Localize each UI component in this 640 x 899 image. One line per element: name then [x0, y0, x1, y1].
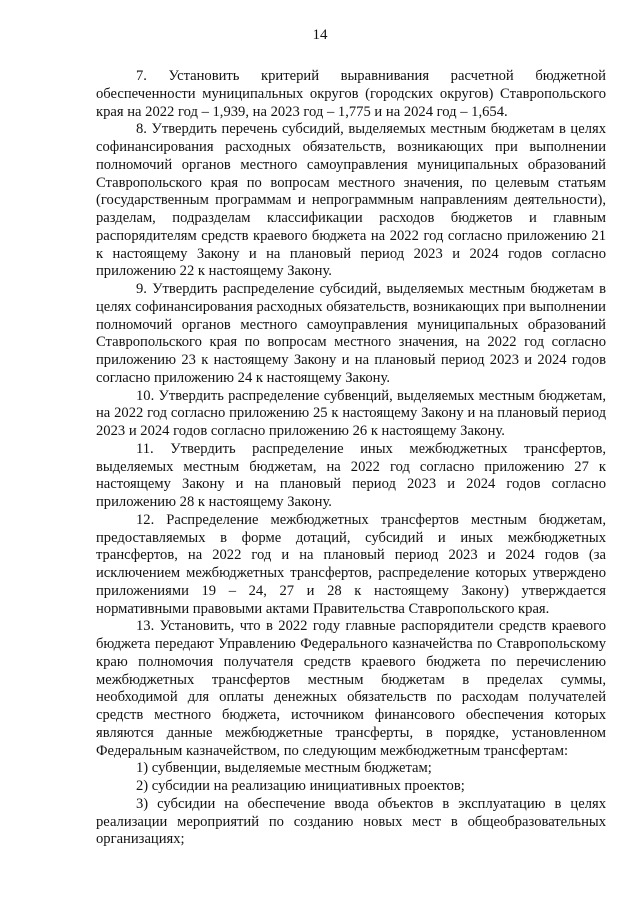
list-item: 2) субсидии на реализацию инициативных проектов; [136, 778, 465, 794]
list-item: 3) субсидии на обеспечение ввода объектов в эксплуатацию в целях реализации мероприятий по созданию новых мест в общеобразовательных организациях; [96, 795, 606, 848]
list-item: 1) субвенции, выделяемые местным бюджетам; [136, 760, 432, 777]
paragraph-11: 11. Утвердить распределение иных межбюджетных трансфертов, выделяемых местным бюджетам, на 2022 год согласно приложению 27 к настоящему Закону и на плановый период 2023 и 2024 годов согласно приложению 28 к настоящему Закону. [96, 440, 606, 510]
paragraph-7: 7. Установить критерий выравнивания расчетной бюджетной обеспеченности муниципальных округов (городских округов) Ставропольского края на 2022 год – 1,939, на 2023 год – 1,775 и на 2024 год – 1,654. [96, 68, 606, 120]
paragraph-8: 8. Утвердить перечень субсидий, выделяемых местным бюджетам в целях софинансирования расходных обязательств, возникающих при выполнении полномочий органов местного самоуправления муниципальных образований Ставропольского края по вопросам местного значения, по целевым статьям (государственным программам и непрограммным направлениям деятельности), разделам, подразделам классификации расходов бюджетов и главным распорядителям средств краевого бюджета на 2022 год согласно приложению 21 к настоящему Закону и на плановый период 2023 и 2024 годов согласно приложению 22 к настоящему Закону. [96, 121, 606, 280]
paragraph-9: 9. Утвердить распределение субсидий, выделяемых местным бюджетам в целях софинансирования расходных обязательств, возникающих при выполнении полномочий органов местного самоуправления муниципальных образований Ставропольского края по вопросам местного значения, на 2022 год согласно приложению 23 к настоящему Закону и на плановый период 2023 и 2024 годов согласно приложению 24 к настоящему Закону. [96, 281, 606, 386]
paragraph-13: 13. Установить, что в 2022 году главные распорядители средств краевого бюджета передают Управлению Федерального казначейства по Ставропольскому краю полномочия получателя средств краевого бюджета по перечислению межбюджетных трансфертов местным бюджетам в пределах суммы, необходимой для оплаты денежных обязательств по расходам получателей средств местного бюджета, источником финансового обеспечения которых являются данные межбюджетные трансферты, в порядке, установленном Федеральным казначейством, по следующим межбюджетным трансфертам: [96, 618, 606, 759]
paragraph-10: 10. Утвердить распределение субвенций, выделяемых местным бюджетам, на 2022 год согласно приложению 25 к настоящему Закону и на плановый период 2023 и 2024 годов согласно приложению 26 к настоящему Закону. [96, 387, 606, 439]
transfer-list [96, 760, 606, 849]
page-number: 14 [312, 27, 328, 43]
document-body [96, 68, 606, 849]
paragraph-12: 12. Распределение межбюджетных трансфертов местным бюджетам, предоставляемых в форме дотаций, субсидий и иных межбюджетных трансфертов, на 2022 год и на плановый период 2023 и 2024 годов (за исключением межбюджетных трансфертов, распределение которых утверждено приложениями 19 – 24, 27 и 28 к настоящему Закону) утверждается нормативными правовыми актами Правительства Ставропольского края. [96, 511, 606, 617]
